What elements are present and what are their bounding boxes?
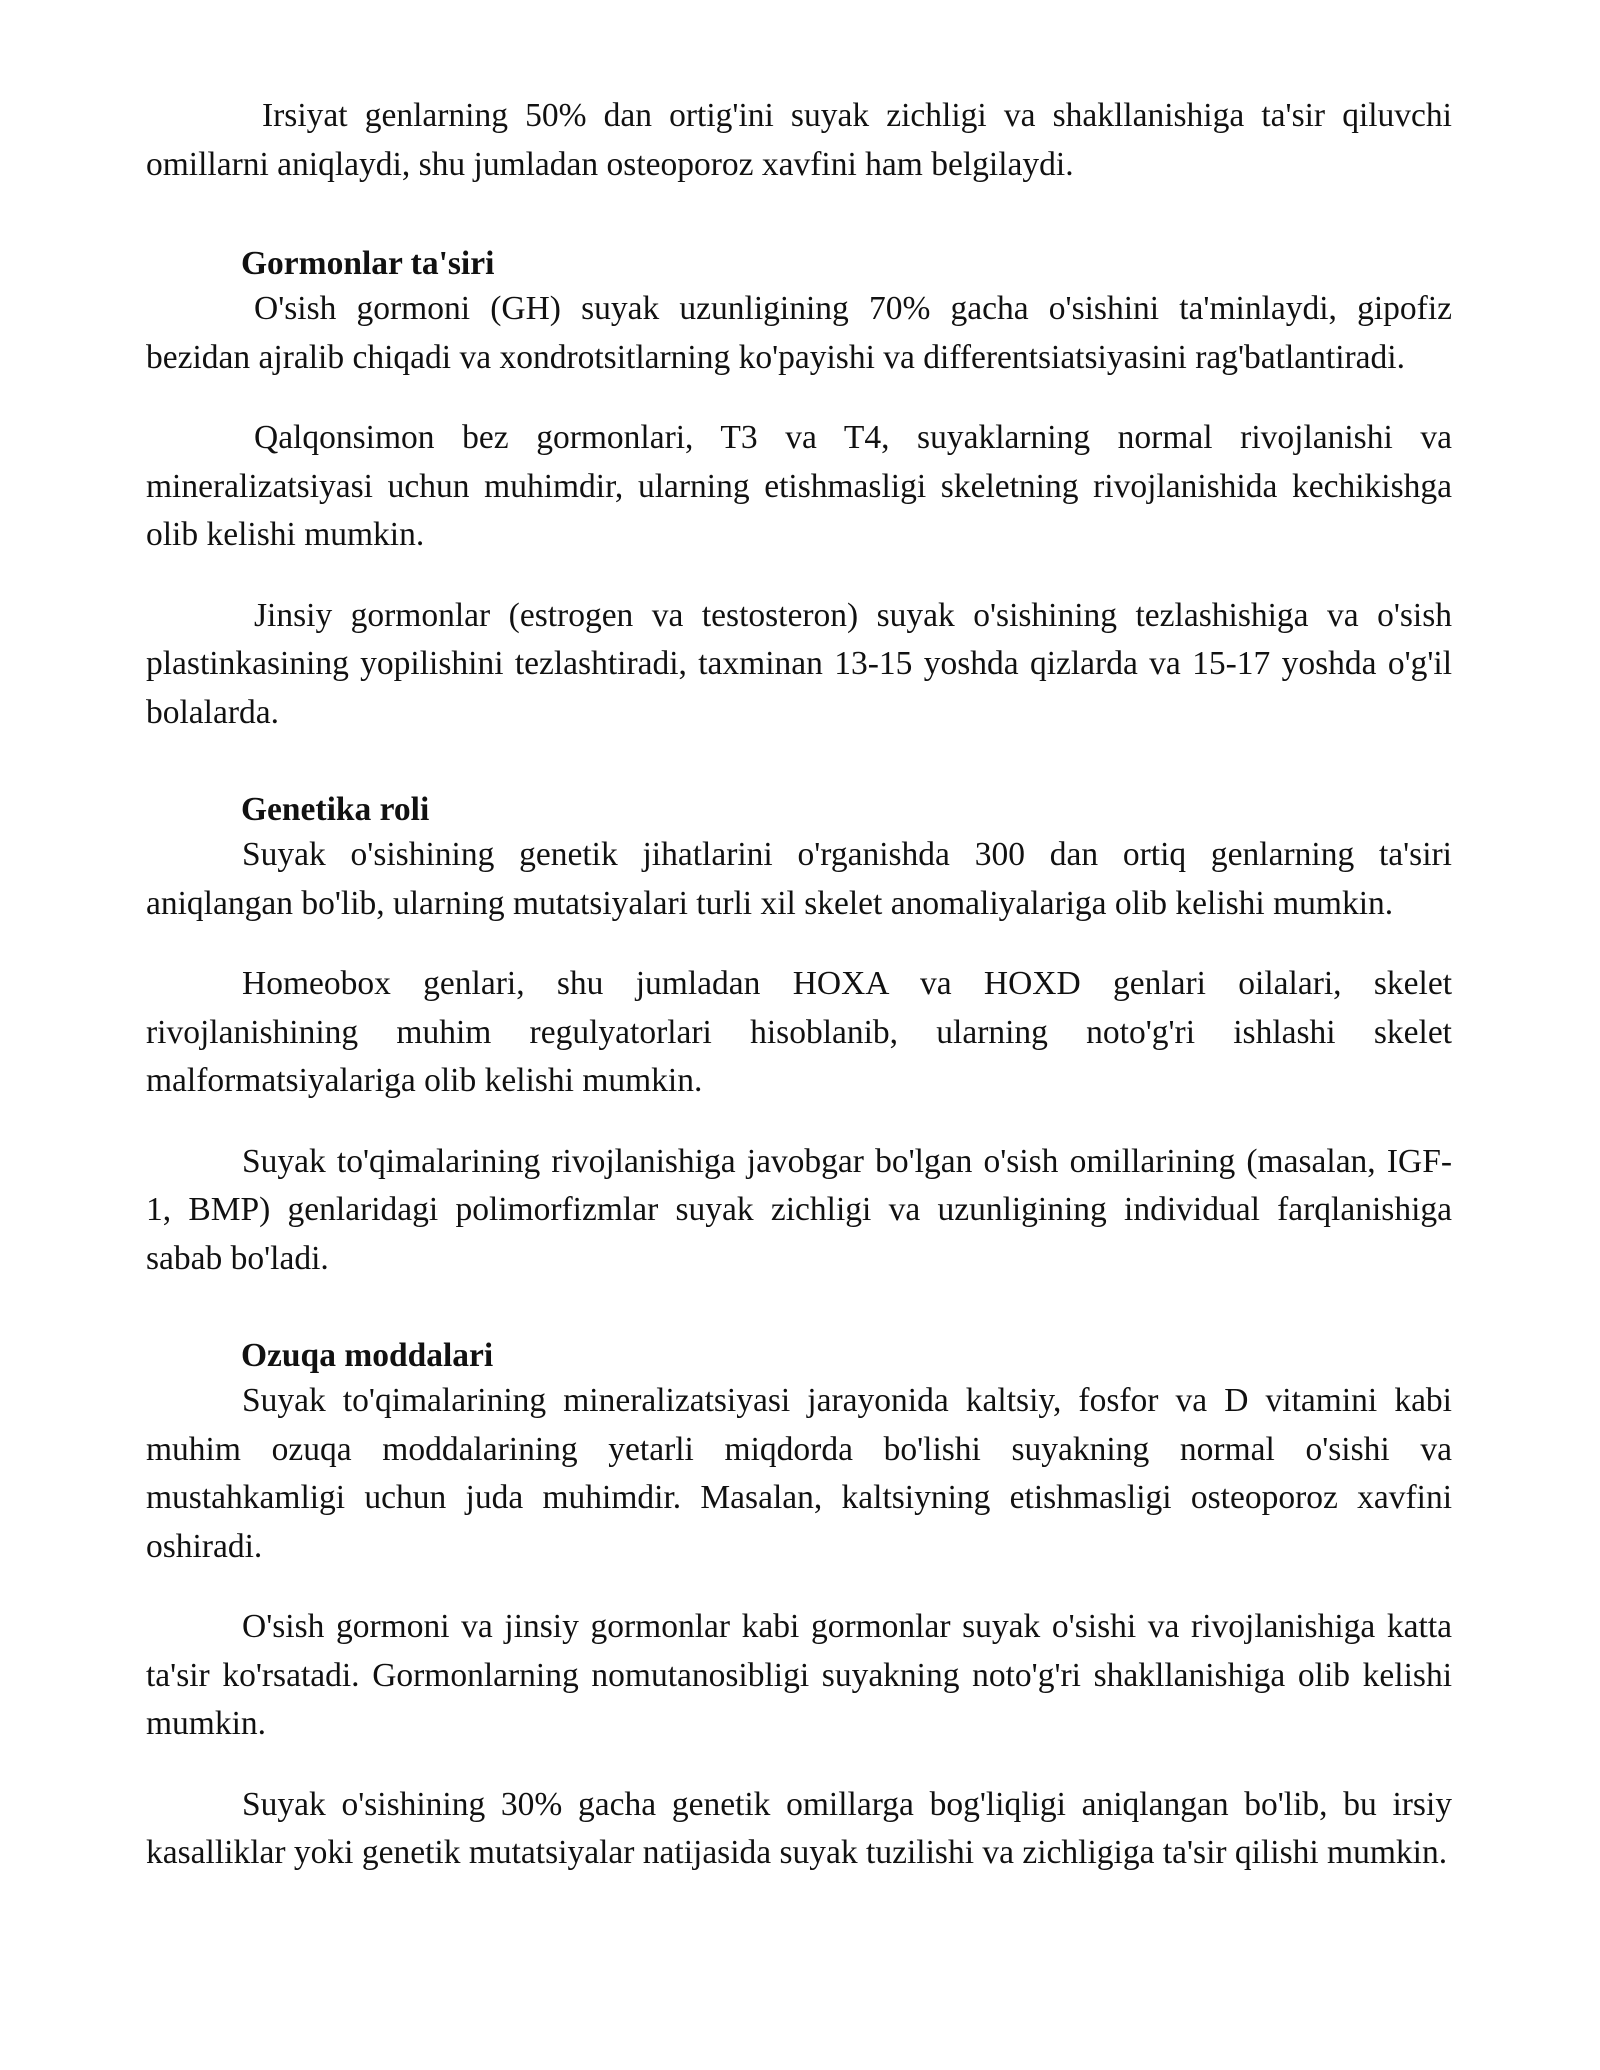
paragraph-homeobox-genes: Homeobox genlari, shu jumladan HOXA va HOXD genlari oilalari, skelet rivojlanishining muhim regulyatorlari hisoblanib, ularning noto'g'ri ishlashi skelet malformatsiyalariga olib kelishi mumkin. — [146, 965, 1452, 1099]
paragraph-genetic-factors: Suyak o'sishining 30% gacha genetik omillarga bog'liqligi aniqlangan bo'lib, bu irsiy kasalliklar yoki genetik mutatsiyalar natijasida suyak tuzilishi va zichligiga ta'sir qilishi mumkin. — [146, 1785, 1452, 1871]
paragraph-heredity: Irsiyat genlarning 50% dan ortig'ini suyak zichligi va shakllanishiga ta'sir qiluvchi omillarni aniqlaydi, shu jumladan osteoporoz xavfini ham belgilaydi. — [146, 97, 1452, 183]
document-page — [146, 92, 1452, 1910]
paragraph-nutrients: Suyak to'qimalarining mineralizatsiyasi jarayonida kaltsiy, fosfor va D vitamini kabi muhim ozuqa moddalarining yetarli miqdorda bo'lishi suyakning normal o'sishi va mustahkamligi uchun juda muhimdir. Masalan, kaltsiyning etishmasligi osteoporoz xavfini oshiradi. — [146, 1382, 1452, 1565]
paragraph-hormone-imbalance: O'sish gormoni va jinsiy gormonlar kabi gormonlar suyak o'sishi va rivojlanishiga katta ta'sir ko'rsatadi. Gormonlarning nomutanosibligi suyakning noto'g'ri shakllanishiga olib kelishi mumkin. — [146, 1608, 1452, 1742]
paragraph-genetic-aspects: Suyak o'sishining genetik jihatlarini o'rganishda 300 dan ortiq genlarning ta'siri aniqlangan bo'lib, ularning mutatsiyalari turli xil skelet anomaliyalariga olib kelishi mumkin. — [146, 836, 1452, 922]
heading-hormones: Gormonlar ta'siri — [241, 245, 495, 282]
heading-nutrients: Ozuqa moddalari — [241, 1337, 494, 1374]
paragraph-sex-hormones: Jinsiy gormonlar (estrogen va testosteron) suyak o'sishining tezlashishiga va o'sish plastinkasining yopilishini tezlashtiradi, taxminan 13-15 yoshda qizlarda va 15-17 yoshda o'g'il bolalarda. — [146, 596, 1452, 731]
paragraph-growth-factor-polymorphisms: Suyak to'qimalarining rivojlanishiga javobgar bo'lgan o'sish omillarining (masalan, IGF-1, BMP) genlaridagi polimorfizmlar suyak zichligi va uzunligining individual farqlanishiga sabab bo'ladi. — [146, 1142, 1452, 1277]
heading-genetics: Genetika roli — [241, 791, 430, 828]
paragraph-thyroid-hormones: Qalqonsimon bez gormonlari, T3 va T4, suyaklarning normal rivojlanishi va mineralizatsiyasi uchun muhimdir, ularning etishmasligi skeletning rivojlanishida kechikishga olib kelishi mumkin. — [146, 419, 1452, 553]
paragraph-growth-hormone: O'sish gormoni (GH) suyak uzunligining 70% gacha o'sishini ta'minlaydi, gipofiz bezidan ajralib chiqadi va xondrotsitlarning ko'payishi va differentsiatsiyasini rag'batlantiradi. — [146, 290, 1452, 376]
